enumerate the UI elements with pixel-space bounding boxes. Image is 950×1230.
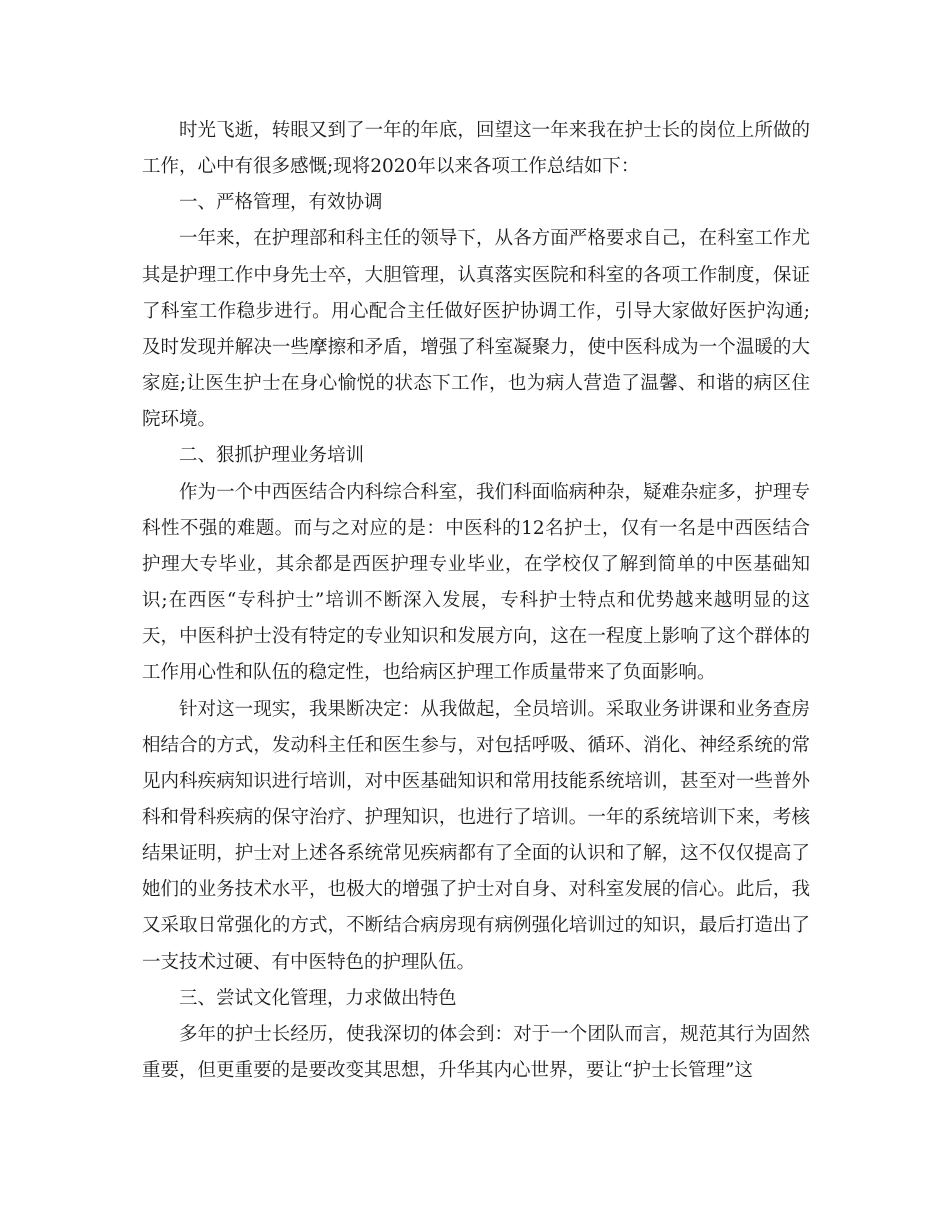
intro-paragraph: 时光飞逝，转眼又到了一年的年底，回望这一年来我在护士长的岗位上所做的工作，心中有很多感慨;现将2020年以来各项工作总结如下： (142, 120, 810, 178)
section-2-paragraph-2: 针对这一现实，我果断决定：从我做起，全员培训。采取业务讲课和业务查房相结合的方式，发动科主任和医生参与，对包括呼吸、循环、消化、神经系统的常见内科疾病知识进行培训，对中医基础知识和常用技能系统培训，甚至对一些普外科和骨科疾病的保守治疗、护理知识，也进行了培训。一年的系统培训下来，考核结果证明，护士对上述各系统常见疾病都有了全面的认识和了解，这不仅仅提高了她们的业务技术水平，也极大的增强了护士对自身、对科室发展的信心。此后，我又采取日常强化的方式，不断结合病房现有病例强化培训过的知识，最后打造出了一支技术过硬、有中医特色的护理队伍。 (142, 698, 810, 973)
section-2-paragraph-1: 作为一个中西医结合内科综合科室，我们科面临病种杂，疑难杂症多，护理专科性不强的难题。而与之对应的是：中医科的12名护士，仅有一名是中西医结合护理大专毕业，其余都是西医护理专业毕业，在学校仅了解到简单的中医基础知识;在西医“专科护士”培训不断深入发展，专科护士特点和优势越来越明显的这天，中医科护士没有特定的专业知识和发展方向，这在一程度上影响了这个群体的工作用心性和队伍的稳定性，也给病区护理工作质量带来了负面影响。 (142, 481, 810, 684)
section-heading-3: 三、尝试文化管理，力求做出特色 (179, 987, 457, 1009)
section-heading-1: 一、严格管理，有效协调 (179, 192, 383, 214)
section-heading-2: 二、狠抓护理业务培训 (179, 445, 365, 467)
section-3-paragraph: 多年的护士长经历，使我深切的体会到：对于一个团队而言，规范其行为固然重要，但更重要的是要改变其思想，升华其内心世界，要让“护士长管理”这 (142, 1023, 810, 1082)
document-body (142, 113, 810, 1089)
section-1-paragraph: 一年来，在护理部和科主任的领导下，从各方面严格要求自己，在科室工作尤其是护理工作中身先士卒，大胆管理，认真落实医院和科室的各项工作制度，保证了科室工作稳步进行。用心配合主任做好医护协调工作，引导大家做好医护沟通;及时发现并解决一些摩擦和矛盾，增强了科室凝聚力，使中医科成为一个温暖的大家庭;让医生护士在身心愉悦的状态下工作，也为病人营造了温馨、和谐的病区住院环境。 (142, 228, 810, 431)
